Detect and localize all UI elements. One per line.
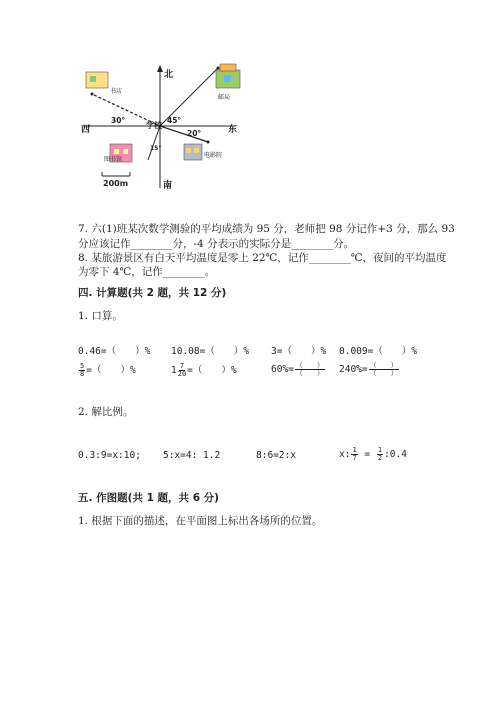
map-label-cinema: 电影院	[204, 152, 223, 159]
ratio-1: 0.3:9=x:10;	[78, 450, 141, 461]
section-4-question-2-label: 2. 解比例。	[78, 406, 134, 418]
map-label-bookstore: 书店	[110, 88, 123, 95]
oral-calc-1: 0.46=（ ）%	[78, 346, 151, 357]
section-4-title: 四. 计算题(共 2 题，共 12 分)	[78, 287, 227, 299]
bookstore-building-icon	[86, 72, 108, 88]
oral-calc-4: 0.009=（ ）%	[339, 346, 418, 357]
angle-label-20: 20°	[187, 129, 202, 138]
fraction: $\frac{5}{8}$	[80, 362, 85, 378]
map-label-library: 图书馆	[104, 156, 123, 163]
angle-label-45: 45°	[167, 116, 182, 125]
map-label-school: 学校	[146, 121, 162, 130]
ratio-4: x: $\frac{1}{7}$ = $\frac{1}{2}$ :0.4	[339, 446, 407, 462]
section-5-title: 五. 作图题(共 1 题，共 6 分)	[78, 492, 219, 504]
fraction: $\frac{1}{2}$	[377, 446, 383, 462]
map-label-east: 东	[228, 125, 238, 135]
fraction: $\frac{1}{7}$	[352, 446, 357, 462]
fraction: $\frac{( )}{( )}$	[295, 361, 324, 377]
question-8-line-2: 为零下 4℃，记作________。	[78, 266, 216, 278]
oral-calc-3: 3=（ ）%	[271, 346, 327, 357]
map-label-west: 西	[81, 125, 91, 135]
oral-calc-2: 10.08=（ ）%	[171, 346, 250, 357]
map-scale-label: 200m	[103, 179, 129, 188]
map-label-post-office: 邮局	[218, 94, 231, 101]
section-4-question-1-label: 1. 口算。	[78, 310, 123, 322]
ratio-3: 8:6=2:x	[256, 450, 297, 461]
oral-calc-5: $\frac{5}{8}$ =（ ）%	[80, 362, 136, 378]
angle-label-30: 30°	[111, 116, 126, 125]
oral-calc-7: 60%= $\frac{( )}{( )}$	[271, 361, 324, 377]
question-7-line-2: 分应该记作________分，-4 分表示的实际分是________分。	[78, 238, 355, 250]
fraction: $\frac{7}{20}$	[177, 362, 187, 378]
oral-calc-6: 1 $\frac{7}{20}$ =（ ）%	[171, 362, 237, 378]
oral-calc-8: 240%= $\frac{( )}{( )}$	[339, 361, 398, 377]
question-7-line-1: 7. 六(1)班某次数学测验的平均成绩为 95 分，老师把 98 分记作+3 分，那么 93	[78, 223, 455, 235]
post-office-building-icon	[216, 64, 240, 88]
section-5-question-1: 1. 根据下面的描述，在平面图上标出各场所的位置。	[78, 515, 323, 527]
question-8-line-1: 8. 某旅游景区有白天平均温度是零上 22℃，记作________℃，夜间的平均温度	[78, 252, 447, 264]
direction-map	[80, 60, 250, 195]
map-label-south: 南	[163, 181, 173, 191]
map-label-north: 北	[164, 70, 174, 80]
cinema-building-icon	[184, 144, 202, 160]
angle-label-15: 15°	[150, 145, 162, 152]
ratio-2: 5:x=4: 1.2	[163, 450, 221, 461]
fraction: $\frac{( )}{( )}$	[369, 361, 398, 377]
